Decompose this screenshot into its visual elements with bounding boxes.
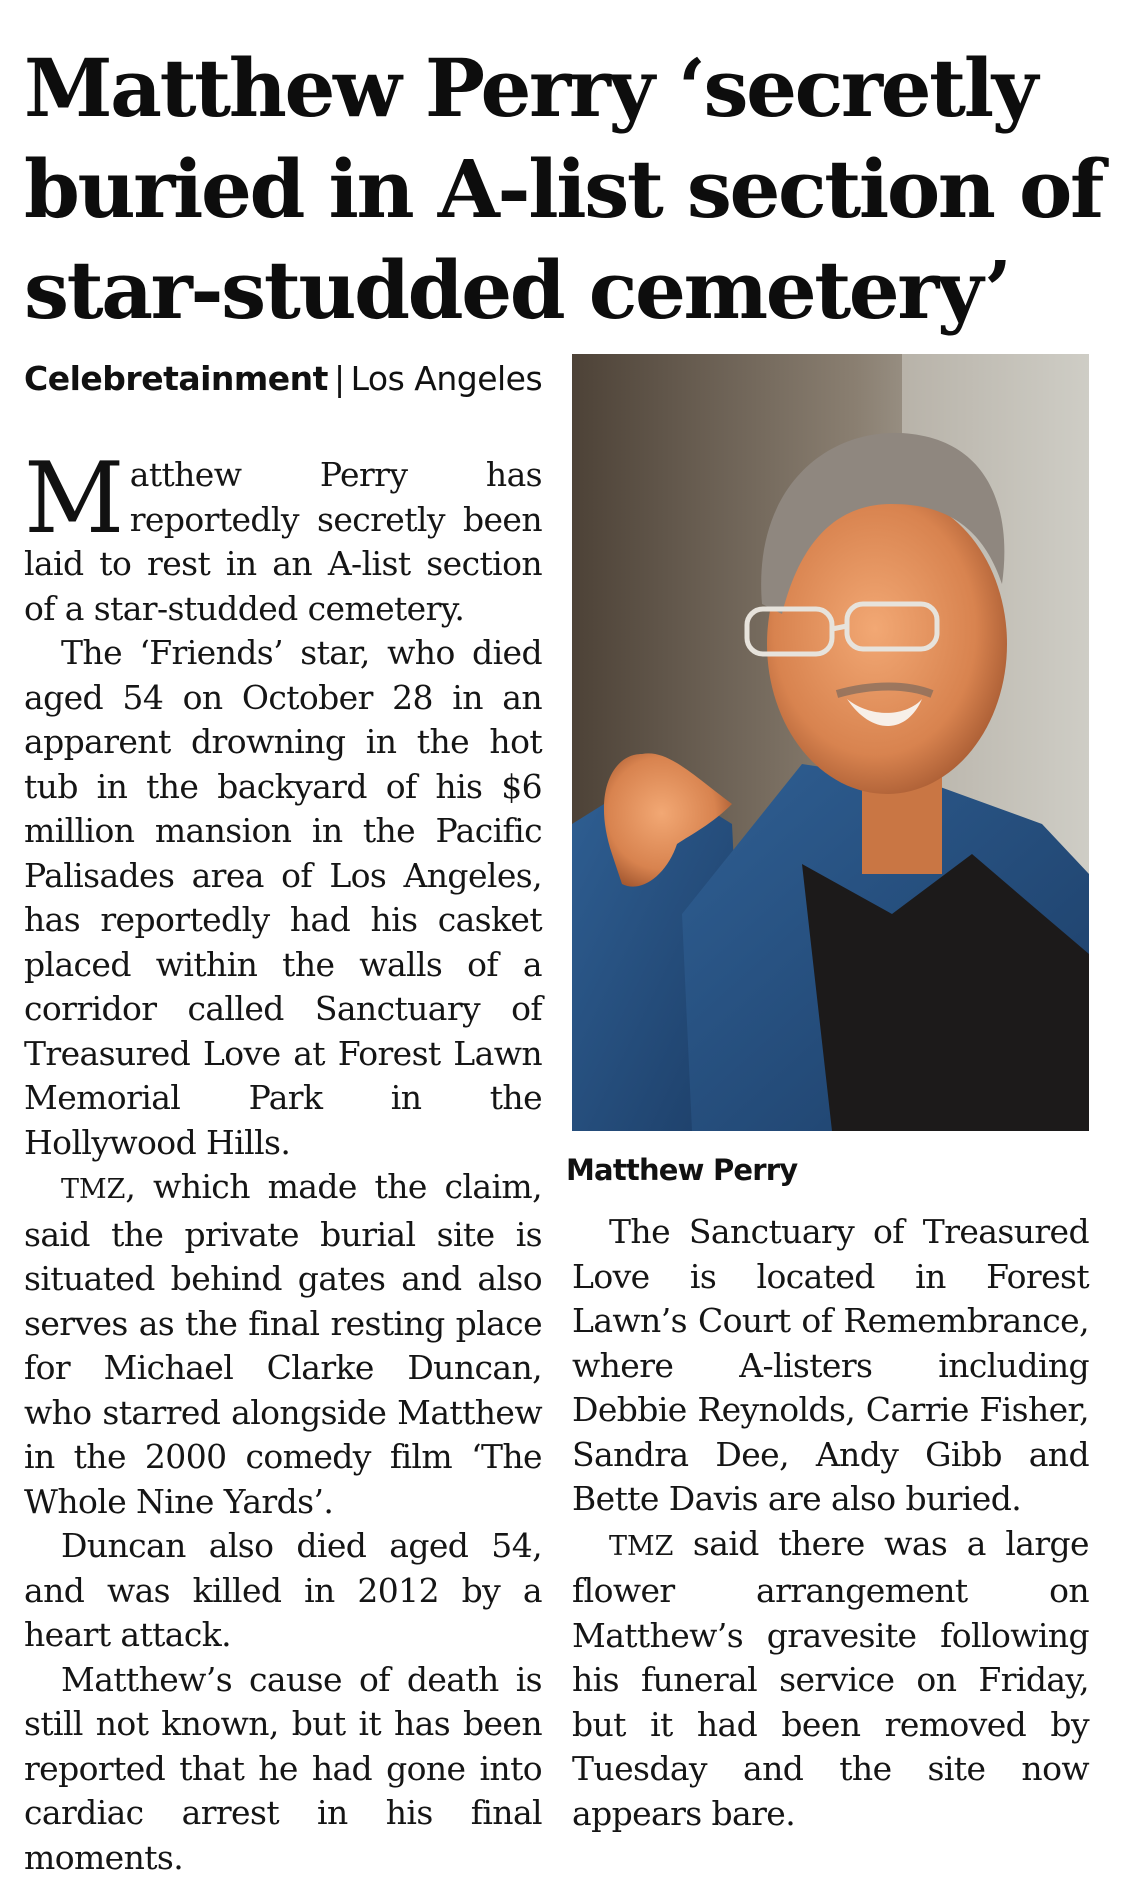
byline-source: Celebretainment bbox=[24, 359, 328, 398]
article-paragraph-7 bbox=[572, 1522, 1089, 1837]
article-column-left bbox=[24, 442, 542, 1880]
article-paragraph-1 bbox=[24, 442, 542, 631]
article-paragraph-5: Matthew’s cause of death is still not known, but it has been reported that he had gone into cardiac arrest in his final moments. bbox=[24, 1659, 542, 1877]
byline bbox=[24, 358, 542, 400]
article-paragraph-3 bbox=[24, 1165, 542, 1524]
article-paragraph-3-text: , which made the claim, said the private burial site is situated behind gates and also serves as the final resting place for Michael Clarke Duncan, who starred alongside Matthew in the 2000 comedy film ‘The Whole Nine Yards’. bbox=[24, 1167, 542, 1521]
drop-cap: M bbox=[24, 442, 124, 556]
headline: Matthew Perry ‘secretly buried in A-list section of star-studded cemetery’ bbox=[24, 41, 1102, 337]
byline-separator: | bbox=[333, 359, 345, 398]
byline-location: Los Angeles bbox=[350, 359, 543, 398]
article-paragraph-1-text: atthew Perry has reportedly secretly been laid to rest in an A-list section of a star-studded cemetery. bbox=[24, 455, 542, 628]
article-paragraph-2: The ‘Friends’ star, who died aged 54 on October 28 in an apparent drowning in the hot tub in the backyard of his $6 million mansion in the Pacific Palisades area of Los Angeles, has reportedly had his casket placed within the walls of a corridor called Sanctuary of Treasured Love at Forest Lawn Memorial Park in the Hollywood Hills. bbox=[24, 633, 542, 1162]
tmz-mention: TMZ bbox=[609, 1530, 674, 1562]
tmz-mention: TMZ bbox=[61, 1174, 126, 1205]
photo-caption: Matthew Perry bbox=[566, 1153, 798, 1187]
article-column-right bbox=[572, 1210, 1089, 1836]
article-photo bbox=[572, 354, 1089, 1131]
article-paragraph-4: Duncan also died aged 54, and was killed in 2012 by a heart attack. bbox=[24, 1526, 542, 1654]
article-paragraph-6: The Sanctuary of Treasured Love is located in Forest Lawn’s Court of Remembrance, where A-listers including Debbie Reynolds, Carrie Fisher, Sandra Dee, Andy Gibb and Bette Davis are also buried. bbox=[572, 1212, 1089, 1518]
article-paragraph-7-text: said there was a large flower arrangement on Matthew’s gravesite following his funeral service on Friday, but it had been removed by Tuesday and the site now appears bare. bbox=[572, 1523, 1089, 1833]
